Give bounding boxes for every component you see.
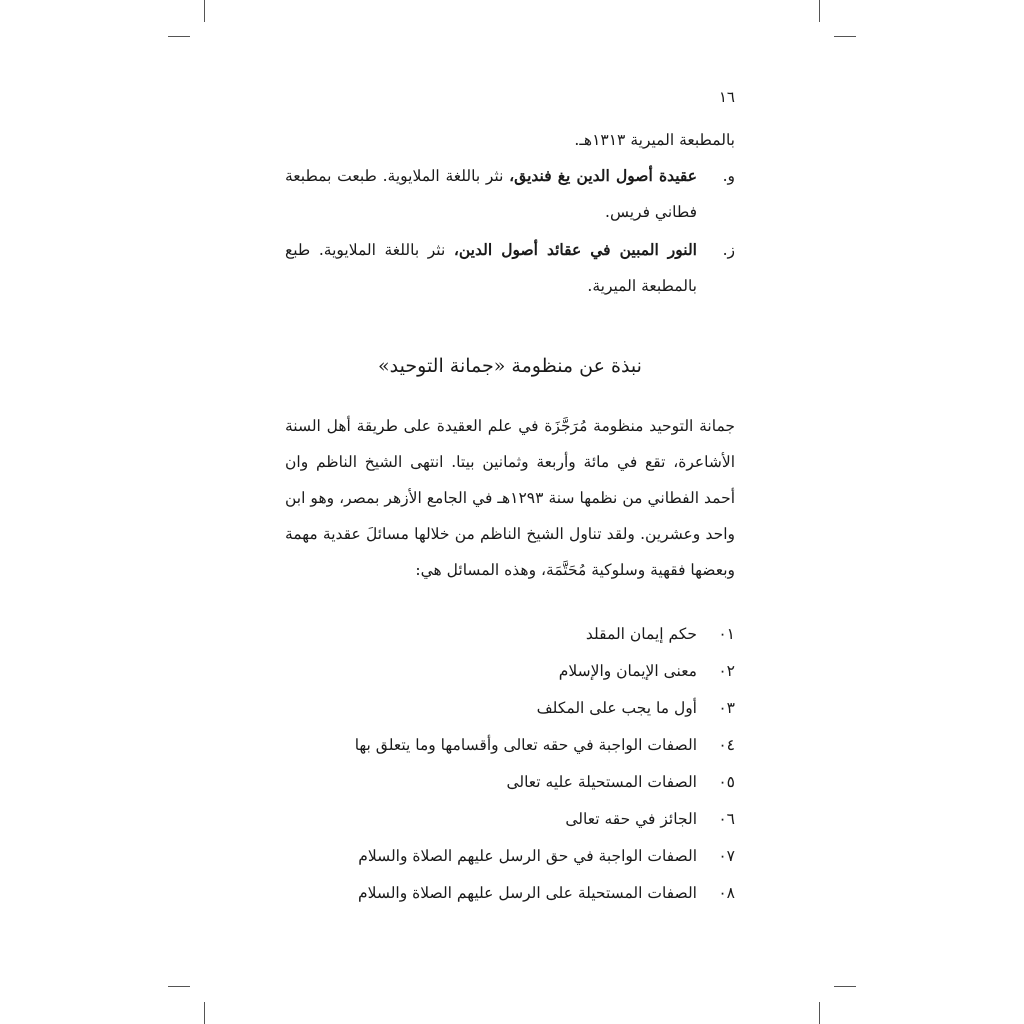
entry-text: نثر باللغة الملايوية. طبعت بمطبعة فطاني فريس. bbox=[285, 167, 697, 221]
bibliography-entry bbox=[285, 158, 735, 230]
entry-title: عقيدة أصول الدين يغ فنديق، bbox=[509, 166, 697, 185]
book-page bbox=[285, 84, 735, 924]
list-item bbox=[285, 653, 735, 690]
item-number: ٠٨ bbox=[718, 884, 735, 902]
item-number: ٠٥ bbox=[718, 773, 735, 791]
entry-body bbox=[285, 158, 697, 230]
item-label: الجائز في حقه تعالى bbox=[565, 810, 697, 828]
crop-mark bbox=[204, 1002, 205, 1024]
item-number: ٠١ bbox=[718, 625, 735, 643]
entry-body bbox=[285, 232, 697, 304]
list-item bbox=[285, 801, 735, 838]
crop-mark bbox=[168, 986, 190, 987]
item-number: ٠٢ bbox=[718, 662, 735, 680]
list-item bbox=[285, 875, 735, 912]
topics-list bbox=[285, 616, 735, 912]
item-label: الصفات الواجبة في حقه تعالى وأقسامها وما يتعلق بها bbox=[354, 736, 697, 754]
item-number: ٠٤ bbox=[718, 736, 735, 754]
crop-mark bbox=[834, 986, 856, 987]
item-label: الصفات الواجبة في حق الرسل عليهم الصلاة والسلام bbox=[358, 847, 697, 865]
item-label: أول ما يجب على المكلف bbox=[536, 699, 697, 717]
item-number: ٠٣ bbox=[718, 699, 735, 717]
list-item bbox=[285, 690, 735, 727]
entry-marker: و. bbox=[722, 167, 735, 185]
list-item bbox=[285, 616, 735, 653]
page-number: ١٦ bbox=[718, 88, 735, 106]
item-label: الصفات المستحيلة على الرسل عليهم الصلاة والسلام bbox=[358, 884, 697, 902]
entry-title: النور المبين في عقائد أصول الدين، bbox=[453, 240, 697, 259]
entry-marker: ز. bbox=[722, 241, 735, 259]
intro-paragraph: جمانة التوحيد منظومة مُرَجَّزَة في علم العقيدة على طريقة أهل السنة الأشاعرة، تقع في مائة وأربعة وثمانين بيتا. انتهى الشيخ الناظم وان أحمد الفطاني من نظمها سنة ١٢٩٣هـ في الجامع الأزهر بمصر، وهو ابن واحد وعشرين. ولقد تناول الشيخ الناظم من خلالها مسائلَ عقدية مهمة وبعضها فقهية وسلوكية مُحَتَّمَة، وهذه المسائل هي: bbox=[285, 417, 735, 579]
crop-mark bbox=[204, 0, 205, 22]
entry-text: نثر باللغة الملايوية. طبع بالمطبعة الميرية. bbox=[285, 241, 697, 295]
crop-mark bbox=[168, 36, 190, 37]
item-label: معنى الإيمان والإسلام bbox=[558, 662, 697, 680]
crop-mark bbox=[834, 36, 856, 37]
item-number: ٠٦ bbox=[718, 810, 735, 828]
continuation-text: بالمطبعة الميرية ١٣١٣هـ. bbox=[574, 131, 735, 149]
item-label: حكم إيمان المقلد bbox=[585, 625, 697, 643]
list-item bbox=[285, 838, 735, 875]
crop-mark bbox=[819, 0, 820, 22]
bibliography-entry bbox=[285, 232, 735, 304]
list-item bbox=[285, 727, 735, 764]
list-item bbox=[285, 764, 735, 801]
item-number: ٠٧ bbox=[718, 847, 735, 865]
section-heading: نبذة عن منظومة «جمانة التوحيد» bbox=[378, 355, 642, 377]
crop-mark bbox=[819, 1002, 820, 1024]
item-label: الصفات المستحيلة عليه تعالى bbox=[506, 773, 697, 791]
